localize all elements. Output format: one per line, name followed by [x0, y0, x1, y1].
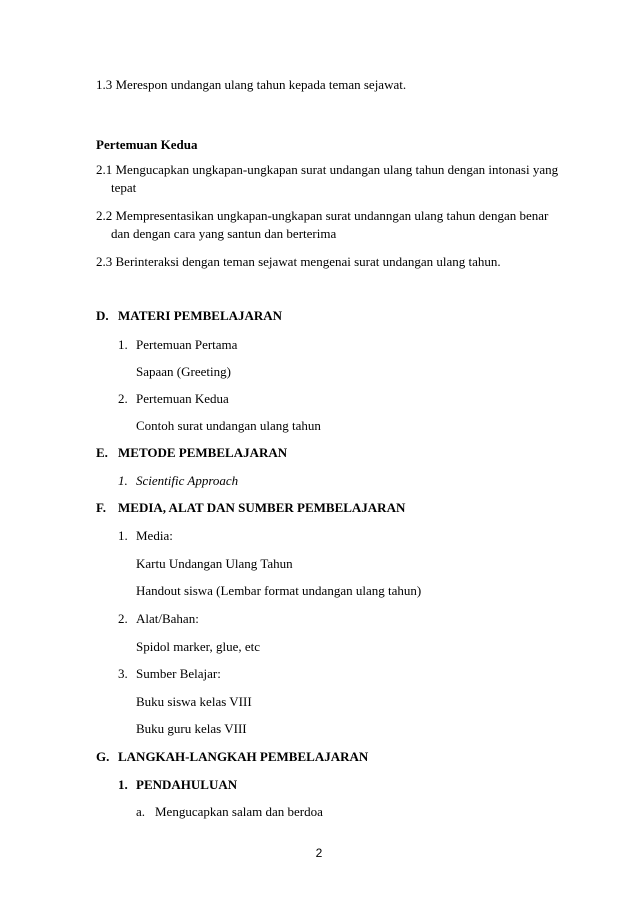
- section-e-item-1-num: 1.: [118, 473, 128, 488]
- section-g-letter: G.: [96, 749, 110, 764]
- objective-2-1-line1: 2.1 Mengucapkan ungkapan-ungkapan surat undangan ulang tahun dengan intonasi yang: [96, 162, 559, 177]
- objective-1-3: 1.3 Merespon undangan ulang tahun kepada teman sejawat.: [96, 77, 407, 92]
- section-f-item-1-num: 1.: [118, 528, 128, 543]
- section-f-item-3-label: Sumber Belajar:: [136, 666, 221, 681]
- section-d-item-1-num: 1.: [118, 337, 128, 352]
- section-g-title: LANGKAH-LANGKAH PEMBELAJARAN: [118, 749, 369, 764]
- section-f-item-3-detail-2: Buku guru kelas VIII: [136, 721, 247, 736]
- section-f-letter: F.: [96, 500, 106, 515]
- section-e-title: METODE PEMBELAJARAN: [118, 445, 288, 460]
- section-g-sub-num: 1.: [118, 777, 128, 792]
- section-f-item-1-detail-1: Kartu Undangan Ulang Tahun: [136, 556, 293, 571]
- section-f-item-3-num: 3.: [118, 666, 128, 681]
- meeting-2-heading: Pertemuan Kedua: [96, 137, 198, 152]
- section-d-letter: D.: [96, 308, 109, 323]
- section-e-letter: E.: [96, 445, 108, 460]
- section-d-title: MATERI PEMBELAJARAN: [118, 308, 283, 323]
- section-f-item-2-label: Alat/Bahan:: [136, 611, 199, 626]
- objective-2-3: 2.3 Berinteraksi dengan teman sejawat mengenai surat undangan ulang tahun.: [96, 254, 501, 269]
- objective-2-2-line2: dan dengan cara yang santun dan berterima: [111, 226, 337, 241]
- section-g-item-a-num: a.: [136, 804, 146, 819]
- section-d-item-1-label: Pertemuan Pertama: [136, 337, 238, 352]
- section-f-item-2-num: 2.: [118, 611, 128, 626]
- section-f-title: MEDIA, ALAT DAN SUMBER PEMBELAJARAN: [118, 500, 406, 515]
- page-number: 2: [315, 846, 323, 860]
- section-f-item-1-detail-2: Handout siswa (Lembar format undangan ulang tahun): [136, 583, 422, 598]
- section-f-item-1-label: Media:: [136, 528, 173, 543]
- objective-2-2-line1: 2.2 Mempresentasikan ungkapan-ungkapan surat undanngan ulang tahun dengan benar: [96, 208, 549, 223]
- section-d-item-2-label: Pertemuan Kedua: [136, 391, 229, 406]
- section-d-item-2-detail: Contoh surat undangan ulang tahun: [136, 418, 321, 433]
- section-f-item-3-detail-1: Buku siswa kelas VIII: [136, 694, 252, 709]
- section-d-item-1-detail: Sapaan (Greeting): [136, 364, 231, 379]
- section-g-sub-title: PENDAHULUAN: [136, 777, 238, 792]
- section-f-item-2-detail-1: Spidol marker, glue, etc: [136, 639, 261, 654]
- section-d-item-2-num: 2.: [118, 391, 128, 406]
- objective-2-1-line2: tepat: [111, 180, 137, 195]
- section-e-item-1-label: Scientific Approach: [136, 473, 239, 488]
- section-g-item-a-label: Mengucapkan salam dan berdoa: [155, 804, 323, 819]
